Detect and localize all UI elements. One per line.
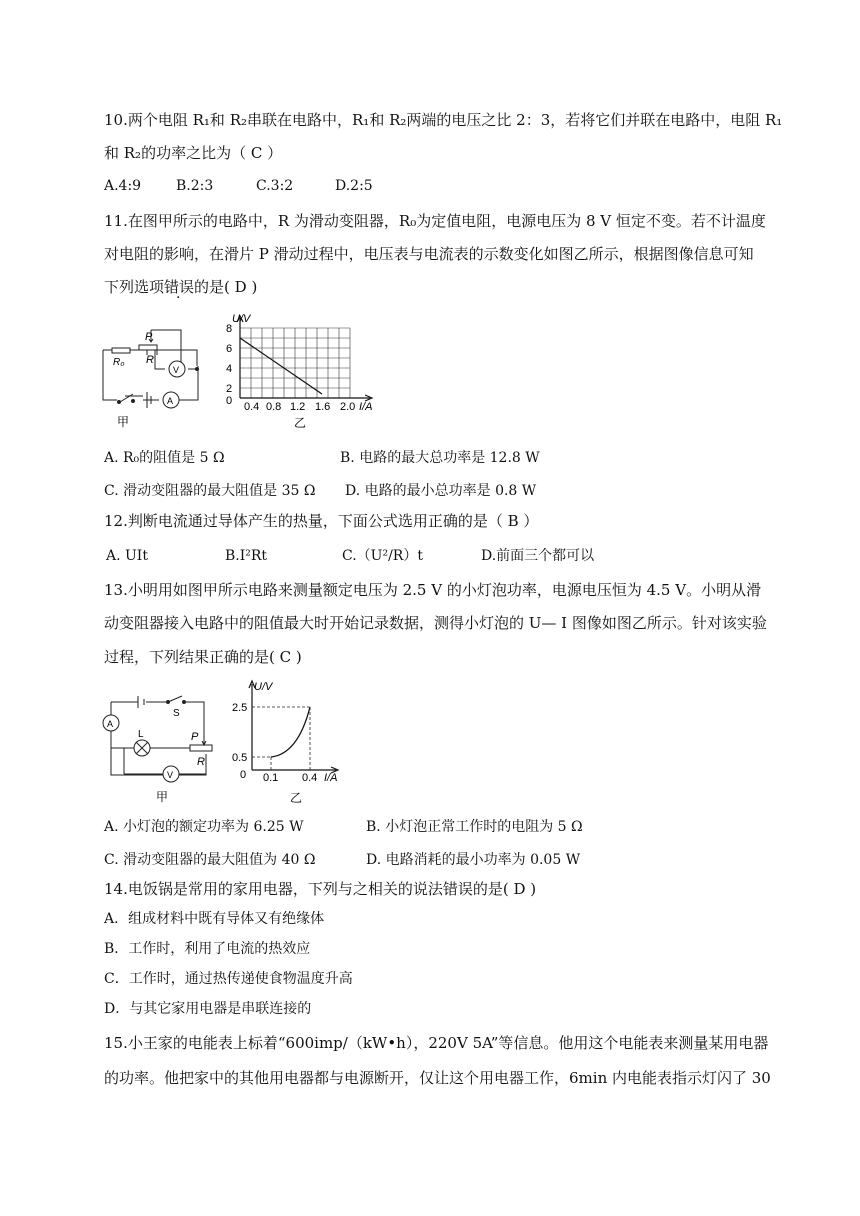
q12-option-b: B.I²Rt [225, 548, 268, 564]
q10-option-c: C.3:2 [256, 178, 294, 194]
q10-line-2: 和 R₂的功率之比为（ C ） [104, 144, 283, 162]
q13-y-axis-label: U/V [254, 681, 273, 693]
q13-caption-yi: 乙 [290, 791, 303, 805]
q13-circuit-figure [96, 688, 226, 808]
q14-option-c: C．工作时，通过热传递使食物温度升高 [104, 971, 353, 987]
q11-label-r: R [146, 354, 154, 366]
q11-line-3-a: 下列选项 [104, 278, 165, 296]
q11-voltmeter-v: V [173, 365, 180, 375]
q11-ytick-4: 4 [226, 363, 233, 375]
q14-option-a: A．组成材料中既有导体又有绝缘体 [104, 911, 325, 927]
q13-label-r: R [197, 756, 205, 768]
q13-xtick-0.1: 0.1 [263, 772, 279, 784]
q11-ytick-8: 8 [226, 323, 233, 335]
q13-xtick-0.4: 0.4 [302, 772, 318, 784]
q12-option-d: D.前面三个都可以 [481, 548, 595, 564]
q12-line-1: 12.判断电流通过导体产生的热量，下面公式选用正确的是（ B ） [104, 512, 539, 530]
q11-emphasis-word: 错误 [164, 278, 195, 296]
q11-y-axis-label: U/V [232, 313, 251, 325]
q13-voltmeter-v: V [167, 770, 174, 780]
q11-option-a: A. R₀的阻值是 5 Ω [104, 450, 225, 466]
q13-ammeter-a: A [107, 719, 114, 729]
q11-option-c: C. 滑动变阻器的最大阻值是 35 Ω [104, 483, 316, 499]
q11-ytick-2: 2 [226, 383, 233, 395]
q13-option-a: A. 小灯泡的额定功率为 6.25 W [104, 819, 304, 835]
q13-ytick-2.5: 2.5 [232, 702, 248, 714]
q11-line-2: 对电阻的影响，在滑片 P 滑动过程中，电压表与电流表的示数变化如图乙所示，根据图像信息可知 [104, 245, 754, 263]
q11-option-b: B. 电路的最大总功率是 12.8 W [340, 450, 540, 466]
q11-x-axis-label: I/A [359, 401, 373, 413]
q13-label-lamp: L [138, 729, 144, 740]
q14-option-b: B．工作时，利用了电流的热效应 [104, 941, 311, 957]
q12-option-c: C.（U²/R）t [342, 548, 423, 564]
q13-line-3: 过程，下列结果正确的是( C ) [104, 648, 302, 666]
q11-graph-figure [212, 310, 392, 432]
q13-origin-0: 0 [240, 769, 247, 781]
q13-line-1: 13.小明用如图甲所示电路来测量额定电压为 2.5 V 的小灯泡功率，电源电压恒为 4.5 V。小明从滑 [104, 581, 762, 599]
q11-caption-yi: 乙 [294, 416, 307, 430]
q11-xtick-1.2: 1.2 [290, 401, 306, 413]
q11-line-1: 11.在图甲所示的电路中，R 为滑动变阻器，R₀为定值电阻，电源电压为 8 V 恒定不变。若不计温度 [104, 212, 766, 230]
q10-line-1: 10.两个电阻 R₁和 R₂串联在电路中，R₁和 R₂两端的电压之比 2：3，若将它们并联在电路中，电阻 R₁ [104, 111, 783, 129]
q11-caption-jia: 甲 [117, 415, 130, 429]
q13-caption-jia: 甲 [156, 790, 169, 804]
q11-circuit-figure [95, 322, 210, 432]
q11-ytick-0: 0 [226, 395, 233, 407]
q13-option-d: D. 电路消耗的最小功率为 0.05 W [366, 852, 581, 868]
q13-option-b: B. 小灯泡正常工作时的电阻为 5 Ω [366, 819, 583, 835]
q13-option-c: C. 滑动变阻器的最大阻值为 40 Ω [104, 852, 316, 868]
q11-option-d: D. 电路的最小总功率是 0.8 W [345, 483, 537, 499]
q13-ytick-0.5: 0.5 [232, 752, 248, 764]
q13-line-2: 动变阻器接入电路中的阻值最大时开始记录数据，测得小灯泡的 U— I 图像如图乙所示。针对该实验 [104, 614, 767, 632]
q13-label-switch: S [173, 708, 180, 719]
q11-label-p: P [145, 331, 153, 343]
q11-line-3 [104, 277, 257, 297]
q13-label-p: P [191, 731, 199, 743]
q11-ammeter-a: A [167, 396, 174, 406]
q15-line-2: 的功率。他把家中的其他用电器都与电源断开，仅让这个用电器工作，6min 内电能表指示灯闪了 30 [104, 1069, 771, 1087]
q15-line-1: 15.小王家的电能表上标着“600imp/（kW•h），220V 5A”等信息。他用这个电能表来测量某用电器 [104, 1034, 769, 1052]
q11-xtick-0.4: 0.4 [244, 401, 260, 413]
q11-line-3-c: 的是( D ) [194, 278, 258, 296]
q10-option-a: A.4:9 [104, 178, 142, 194]
q14-line-1: 14.电饭锅是常用的家用电器，下列与之相关的说法错误的是( D ) [104, 880, 537, 898]
q14-option-d: D．与其它家用电器是串联连接的 [104, 1001, 312, 1017]
q11-xtick-0.8: 0.8 [266, 401, 282, 413]
q12-option-a: A. UIt [106, 548, 148, 564]
q10-option-d: D.2:5 [335, 178, 373, 194]
q11-ytick-6: 6 [226, 343, 233, 355]
q11-label-r0: R₀ [113, 357, 125, 368]
q11-xtick-2.0: 2.0 [340, 401, 356, 413]
q13-x-axis-label: I/A [324, 772, 338, 784]
q11-xtick-1.6: 1.6 [315, 401, 331, 413]
q10-option-b: B.2:3 [176, 178, 214, 194]
q13-graph-figure [228, 674, 358, 808]
